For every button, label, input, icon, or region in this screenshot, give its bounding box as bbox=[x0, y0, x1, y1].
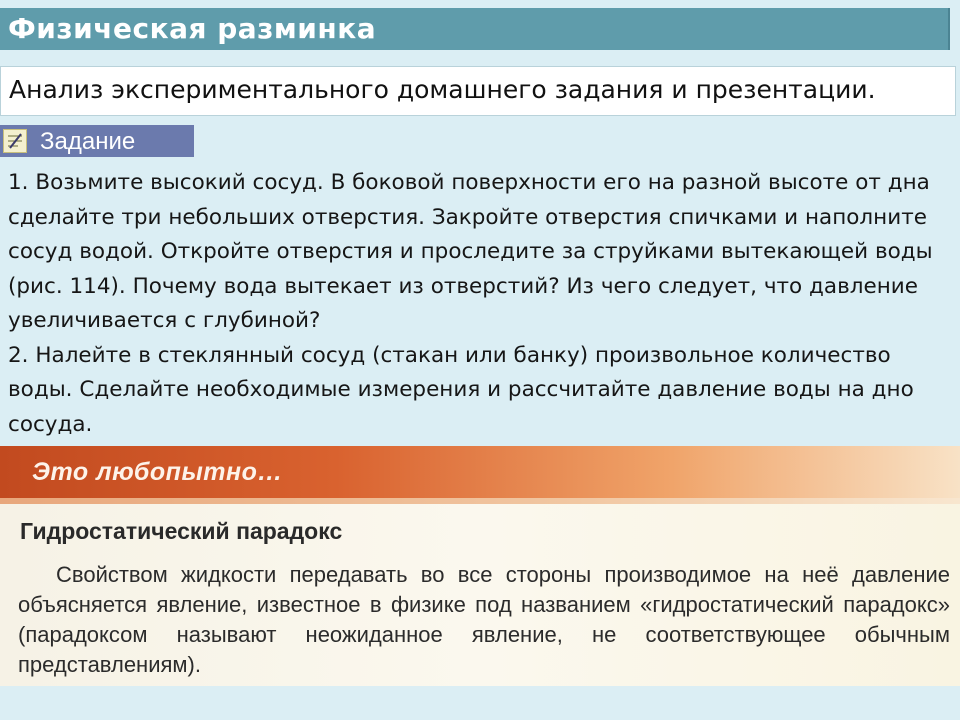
notepad-icon bbox=[3, 129, 27, 153]
title-bar bbox=[0, 8, 950, 50]
curiosity-heading: Это любопытно… bbox=[32, 458, 283, 486]
paradox-heading: Гидростатический парадокс bbox=[20, 518, 343, 544]
bottom-strip bbox=[0, 686, 960, 720]
subtitle-box bbox=[0, 66, 956, 116]
task-paragraph-2: 2. Налейте в стеклянный сосуд (стакан или банку) произвольное количество воды. Сделайте необходимые измерения и рассчитайте давление воды на дно сосуда. bbox=[8, 342, 914, 437]
task-tag bbox=[0, 125, 194, 157]
banner-strip bbox=[0, 498, 960, 504]
page-title: Физическая разминка bbox=[8, 12, 377, 45]
curiosity-banner bbox=[0, 446, 960, 502]
paradox-text: Свойством жидкости передавать во все стороны производимое на неё давление объясняется явление, известное в физике под названием «гидростатический парадокс» (парадоксом называют неожиданное явление, не соответствующее обычным представлениям). bbox=[18, 562, 950, 677]
task-label: Задание bbox=[40, 128, 136, 155]
textbook-excerpt bbox=[0, 446, 960, 686]
task-paragraph-1: 1. Возьмите высокий сосуд. В боковой поверхности его на разной высоте от дна сделайте три небольших отверстия. Закройте отверстия спичками и наполните сосуд водой. Откройте отверстия и проследите за струйками вытекающей воды (рис. 114). Почему вода вытекает из отверстий? Из чего следует, что давление увеличивается с глубиной? bbox=[8, 170, 933, 333]
task-text bbox=[8, 166, 948, 442]
subtitle: Анализ экспериментального домашнего задания и презентации. bbox=[9, 75, 876, 104]
